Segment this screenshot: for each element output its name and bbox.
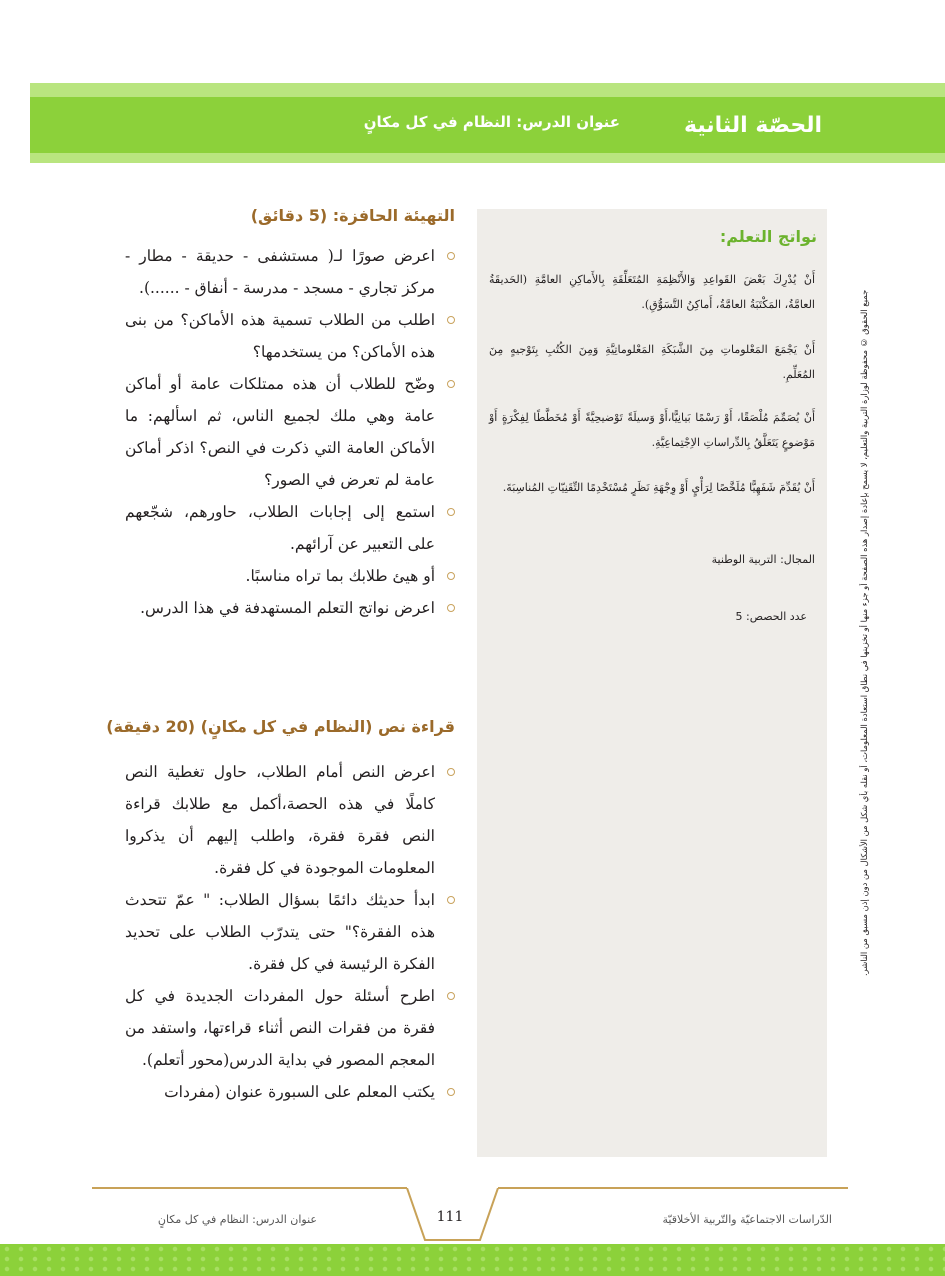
warmup-list — [125, 240, 455, 624]
list-item — [125, 592, 455, 624]
bullet-icon — [447, 604, 455, 612]
bullet-icon — [447, 1088, 455, 1096]
bullet-icon — [447, 316, 455, 324]
copyright-note: جميع الحقوق © محفوظة لوزارة التربية والتعليم، لا يسمح بإعادة إصدار هذه الصفحة أو جزء منها أو تخزينها في نطاق استعادة المعلومات، أو نقله بأي شكل من الأشكال من دون إذن مسبق من الناشر. — [859, 290, 869, 977]
list-item-text: يكتب المعلم على السبورة عنوان (مفردات — [164, 1083, 435, 1101]
list-item — [125, 884, 455, 980]
footer-lesson-title: عنوان الدرس: النظام في كل مكانٍ — [157, 1213, 317, 1226]
field-label: المجال: التربية الوطنية — [711, 553, 815, 566]
bullet-icon — [447, 896, 455, 904]
warmup-heading: التهيئة الحافزة: (5 دقائق) — [250, 206, 455, 225]
list-item — [125, 1076, 455, 1108]
list-item-text: اعرض صورًا لـ( مستشفى - حديقة - مطار - مركز تجاري - مسجد - مدرسة - أنفاق - ......). — [125, 247, 435, 297]
reading-list — [125, 756, 455, 1108]
footer-pattern — [0, 1244, 945, 1276]
sessions-count: عدد الحصص: 5 — [735, 610, 807, 623]
list-item-text: اطرح أسئلة حول المفردات الجديدة في كل فقرة من فقرات النص أثناء قراءتها، واستفد من المعجم المصور في بداية الدرس(محور أتعلم). — [125, 987, 435, 1069]
outcome-item: أَنْ يُقَدِّمَ شَفَهِيًّا مُلَخَّصًا لِرَأْيٍ أَوْ وِجْهَةِ نَظَرٍ مُسْتَخْدِمًا التِّقَنِيّاتِ المُناسِبَةَ. — [502, 481, 815, 494]
footer-rule-right — [498, 1187, 848, 1189]
session-title: الحصّة الثانية — [684, 113, 822, 138]
bullet-icon — [447, 572, 455, 580]
list-item — [125, 304, 455, 368]
outcome-item: أَنْ يُصَمِّمَ مُلْصَقًا، أَوْ رَسْمًا بَيانِيًّا،أَوْ وَسيلَةً تَوْضيحِيَّةً أَوْ مُخَطَّطًا لِفِكْرَةٍ أَوْ مَوْضوعٍ يَتَعَلَّقُ بِالدِّراساتِ الاِجْتِماعِيَّةِ. — [489, 411, 815, 449]
bullet-icon — [447, 380, 455, 388]
list-item — [125, 496, 455, 560]
footer-rule-left — [92, 1187, 407, 1189]
bullet-icon — [447, 252, 455, 260]
footer-bar — [0, 1244, 945, 1276]
list-item-text: استمع إلى إجابات الطلاب، حاورهم، شجّعهم على التعبير عن آرائهم. — [125, 503, 435, 553]
list-item-text: وضّح للطلاب أن هذه ممتلكات عامة أو أماكن عامة وهي ملك لجميع الناس، ثم اسألهم: ما الأماكن العامة التي ذكرت في النص؟ اذكر أماكن عامة لم تعرض في الصور؟ — [125, 375, 435, 489]
list-item — [125, 240, 455, 304]
list-item — [125, 368, 455, 496]
outcome-item: أَنْ يُدْرِكَ بَعْضَ القَواعِدِ وَالأَنْظِمَةِ المُتَعَلِّقَةِ بِالأَماكِنِ العامَّةِ (الحَديقَةُ العامَّةُ، المَكْتَبَةُ العامَّةُ، أَماكِنُ التَّسَوُّقِ). — [489, 273, 815, 311]
bullet-icon — [447, 768, 455, 776]
bullet-icon — [447, 508, 455, 516]
lesson-title: عنوان الدرس: النظام في كل مكانٍ — [363, 113, 620, 131]
banner-top-stripe — [30, 83, 945, 97]
footer-book-title: الدّراسات الاجتماعيّة والتّربية الأخلاقيّة — [662, 1213, 832, 1226]
list-item — [125, 980, 455, 1076]
banner-bottom-stripe — [30, 153, 945, 163]
list-item-text: ابدأ حديثك دائمًا بسؤال الطلاب: " عمّ تتحدث هذه الفقرة؟" حتى يتدرّب الطلاب على تحديد الفكرة الرئيسة في كل فقرة. — [125, 891, 435, 973]
bullet-icon — [447, 992, 455, 1000]
reading-heading: قراءة نص (النظام في كل مكانٍ) (20 دقيقة) — [106, 717, 455, 736]
list-item — [125, 560, 455, 592]
outcome-item: أَنْ يَجْمَعَ المَعْلوماتِ مِنَ الشَّبَكَةِ المَعْلوماتِيَّةِ وَمِنَ الكُتُبِ بِتَوْجيهٍ مِنَ المُعَلِّمِ. — [489, 343, 815, 381]
list-item — [125, 756, 455, 884]
list-item-text: اطلب من الطلاب تسمية هذه الأماكن؟ من بنى هذه الأماكن؟ من يستخدمها؟ — [125, 311, 435, 361]
page-number: 111 — [436, 1209, 464, 1225]
list-item-text: اعرض النص أمام الطلاب، حاول تغطية النص كاملًا في هذه الحصة،أكمل مع طلابك قراءة النص فقرة فقرة، واطلب إليهم أن يذكروا المعلومات الموجودة في كل فقرة. — [125, 763, 435, 877]
outcomes-panel — [477, 209, 827, 1157]
outcomes-heading: نواتج التعلم: — [719, 227, 817, 246]
list-item-text: أو هيئ طلابك بما تراه مناسبًا. — [245, 567, 435, 585]
list-item-text: اعرض نواتج التعلم المستهدفة في هذا الدرس. — [140, 599, 435, 617]
